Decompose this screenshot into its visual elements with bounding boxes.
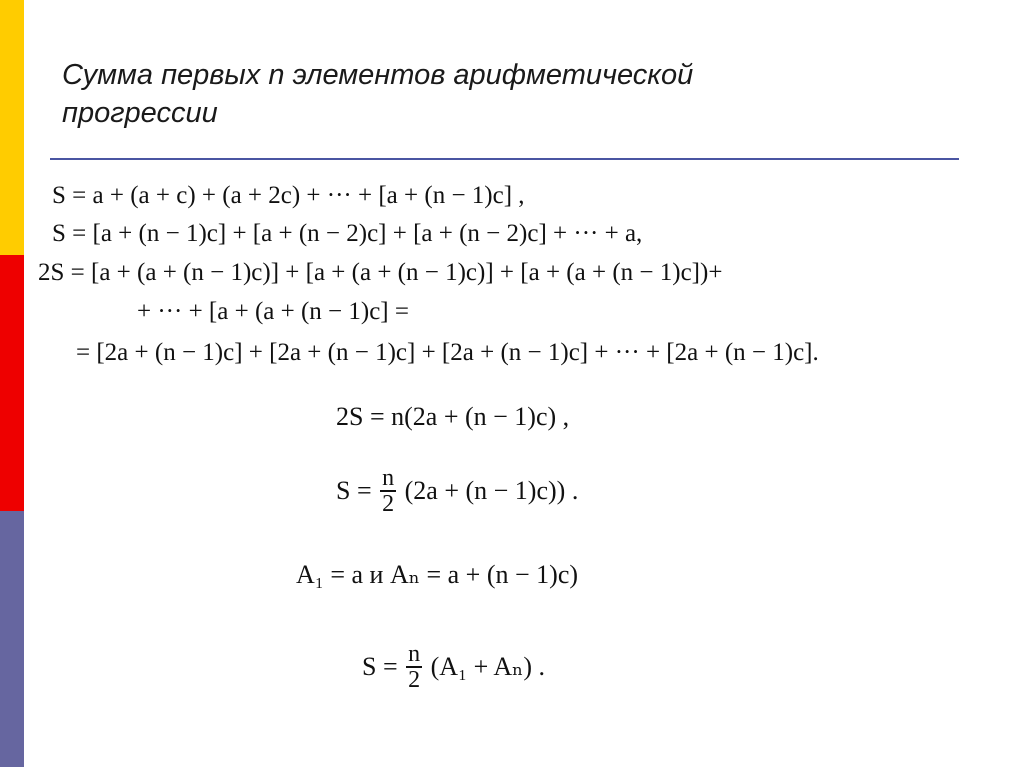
- derivation-line-5: = [2a + (n − 1)c] + [2a + (n − 1)c] + [2a + (n − 1)c] + ··· + [2a + (n − 1)c].: [76, 339, 819, 366]
- equation-s-lhs: S =: [336, 476, 372, 505]
- equation-final-lhs: S =: [362, 652, 398, 681]
- derivation-line-3: 2S = [a + (a + (n − 1)c)] + [a + (a + (n − 1)c)] + [a + (a + (n − 1)c])+: [38, 259, 723, 286]
- slide-title-line-2: прогрессии: [62, 97, 218, 129]
- equation-s-rhs: (2a + (n − 1)c)) .: [404, 476, 579, 505]
- fraction-denominator: 2: [382, 491, 395, 517]
- derivation-line-2: S = [a + (n − 1)c] + [a + (n − 2)c] + [a + (n − 2)c] + ··· + a,: [52, 220, 643, 247]
- fraction-denominator: 2: [408, 667, 421, 693]
- equation-s-formula: [336, 466, 578, 516]
- sidebar-blue-segment: [0, 511, 24, 767]
- fraction-n-over-2: [380, 466, 396, 516]
- slide-title: [62, 56, 862, 132]
- equation-s-final: [362, 642, 545, 692]
- equation-2s: 2S = n(2a + (n − 1)c) ,: [336, 402, 570, 431]
- sidebar-yellow-segment: [0, 0, 24, 255]
- fraction-numerator: n: [408, 641, 421, 667]
- sidebar-red-segment: [0, 255, 24, 511]
- title-divider: [50, 158, 959, 160]
- slide-title-line-1: Сумма первых n элементов арифметической: [62, 59, 694, 91]
- fraction-n-over-2-final: [406, 642, 422, 692]
- equation-final-rhs: (A₁ + Aₙ) .: [430, 652, 546, 681]
- derivation-line-4: + ··· + [a + (a + (n − 1)c] =: [137, 298, 409, 325]
- derivation-line-1: S = a + (a + c) + (a + 2c) + ··· + [a + (n − 1)c] ,: [52, 182, 525, 209]
- fraction-numerator: n: [382, 465, 395, 491]
- equation-a1-an: A₁ = a и Aₙ = a + (n − 1)c): [296, 560, 579, 589]
- sidebar-color-strip: [0, 0, 24, 767]
